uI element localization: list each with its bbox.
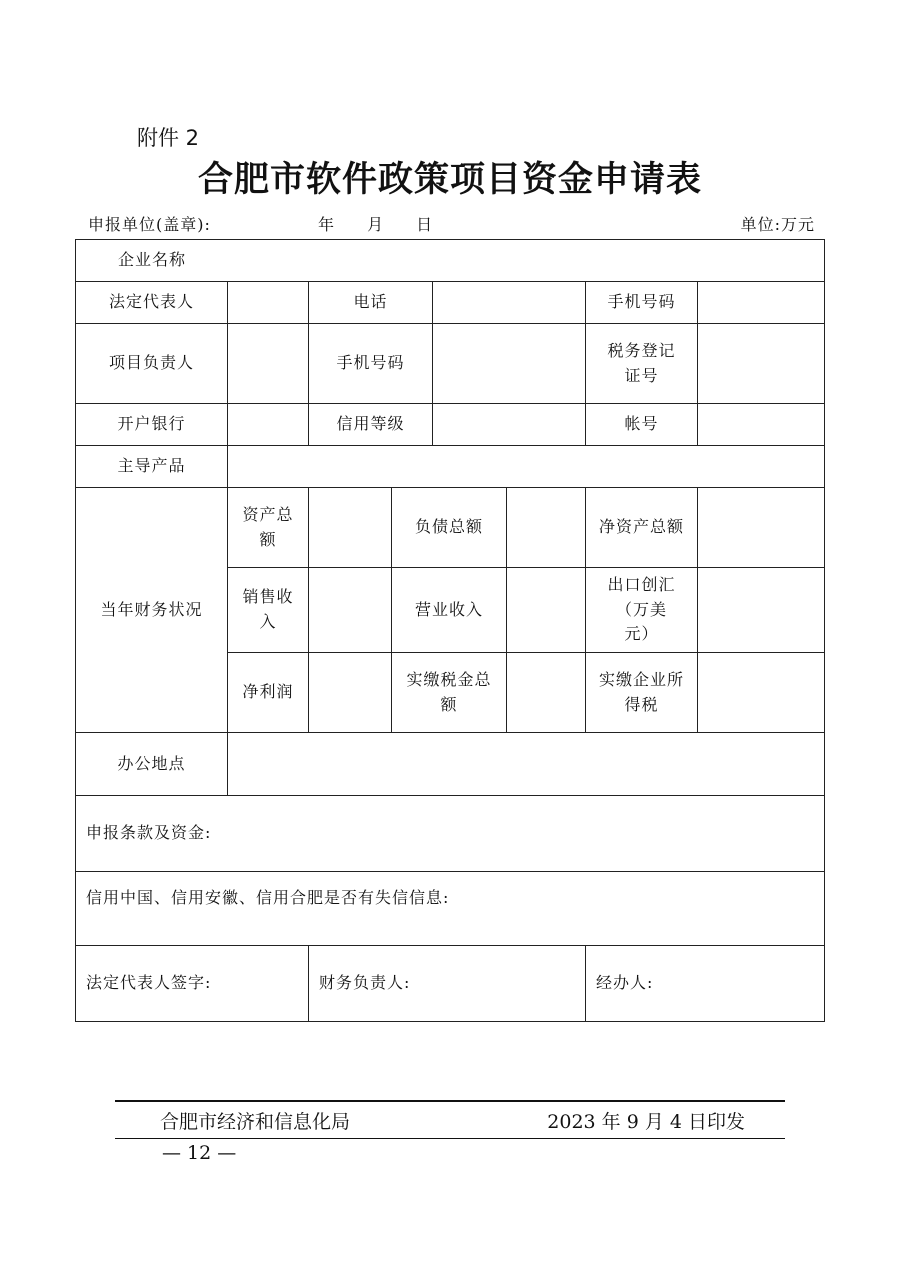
sales-income-label: 销售收入 (228, 568, 309, 653)
finance-head-field[interactable]: 财务负责人: (309, 946, 586, 1022)
project-lead-field[interactable] (228, 324, 309, 404)
total-liabilities-label: 负债总额 (392, 488, 507, 568)
table-row (76, 946, 825, 1022)
taxes-paid-field[interactable] (507, 653, 586, 733)
footer-bottom-rule (115, 1138, 785, 1139)
legal-sign-field[interactable]: 法定代表人签字: (76, 946, 309, 1022)
income-tax-paid-label: 实缴企业所得税 (586, 653, 698, 733)
company-name-label: 企业名称 (76, 240, 825, 282)
table-row (76, 404, 825, 446)
apply-clause-field[interactable]: 申报条款及资金: (76, 796, 825, 872)
page-title: 合肥市软件政策项目资金申请表 (197, 159, 702, 200)
issue-date: 2023 年 9 月 4 日印发 (547, 1111, 745, 1133)
tax-reg-field[interactable] (698, 324, 825, 404)
net-assets-field[interactable] (698, 488, 825, 568)
export-earnings-label: 出口创汇（万美元） (586, 568, 698, 653)
office-address-label: 办公地点 (76, 733, 228, 796)
finance-status-label: 当年财务状况 (76, 488, 228, 733)
table-row (76, 733, 825, 796)
legal-rep-field[interactable] (228, 282, 309, 324)
mobile-label: 手机号码 (586, 282, 698, 324)
main-product-label: 主导产品 (76, 446, 228, 488)
tax-reg-label: 税务登记证号 (586, 324, 698, 404)
credit-level-label: 信用等级 (309, 404, 433, 446)
sales-income-field[interactable] (309, 568, 392, 653)
table-row (76, 446, 825, 488)
net-profit-field[interactable] (309, 653, 392, 733)
business-income-field[interactable] (507, 568, 586, 653)
phone-label: 电话 (309, 282, 433, 324)
table-row (76, 282, 825, 324)
attachment-label: 附件 2 (137, 126, 200, 150)
table-row (76, 240, 825, 282)
business-income-label: 营业收入 (392, 568, 507, 653)
account-field[interactable] (698, 404, 825, 446)
project-mobile-field[interactable] (433, 324, 586, 404)
project-mobile-label: 手机号码 (309, 324, 433, 404)
bank-label: 开户银行 (76, 404, 228, 446)
income-tax-paid-field[interactable] (698, 653, 825, 733)
mobile-field[interactable] (698, 282, 825, 324)
footer-top-rule (115, 1100, 785, 1102)
net-profit-label: 净利润 (228, 653, 309, 733)
export-earnings-field[interactable] (698, 568, 825, 653)
bank-field[interactable] (228, 404, 309, 446)
phone-field[interactable] (433, 282, 586, 324)
account-label: 帐号 (586, 404, 698, 446)
table-row (76, 488, 825, 568)
table-row (76, 796, 825, 872)
net-assets-label: 净资产总额 (586, 488, 698, 568)
total-assets-field[interactable] (309, 488, 392, 568)
page-number: — 12 — (162, 1142, 237, 1164)
table-row (76, 872, 825, 946)
office-address-field[interactable] (228, 733, 825, 796)
date-line: 年 月 日 (318, 215, 434, 234)
legal-rep-label: 法定代表人 (76, 282, 228, 324)
taxes-paid-label: 实缴税金总额 (392, 653, 507, 733)
table-row (76, 324, 825, 404)
credit-info-field[interactable]: 信用中国、信用安徽、信用合肥是否有失信信息: (76, 872, 825, 946)
reporting-unit-label: 申报单位(盖章): (88, 215, 211, 234)
issuer: 合肥市经济和信息化局 (160, 1111, 351, 1133)
total-assets-label: 资产总额 (228, 488, 309, 568)
main-product-field[interactable] (228, 446, 825, 488)
unit-label: 单位:万元 (740, 215, 815, 234)
total-liabilities-field[interactable] (507, 488, 586, 568)
credit-level-field[interactable] (433, 404, 586, 446)
application-form-table (75, 239, 825, 1022)
handler-field[interactable]: 经办人: (586, 946, 825, 1022)
project-lead-label: 项目负责人 (76, 324, 228, 404)
